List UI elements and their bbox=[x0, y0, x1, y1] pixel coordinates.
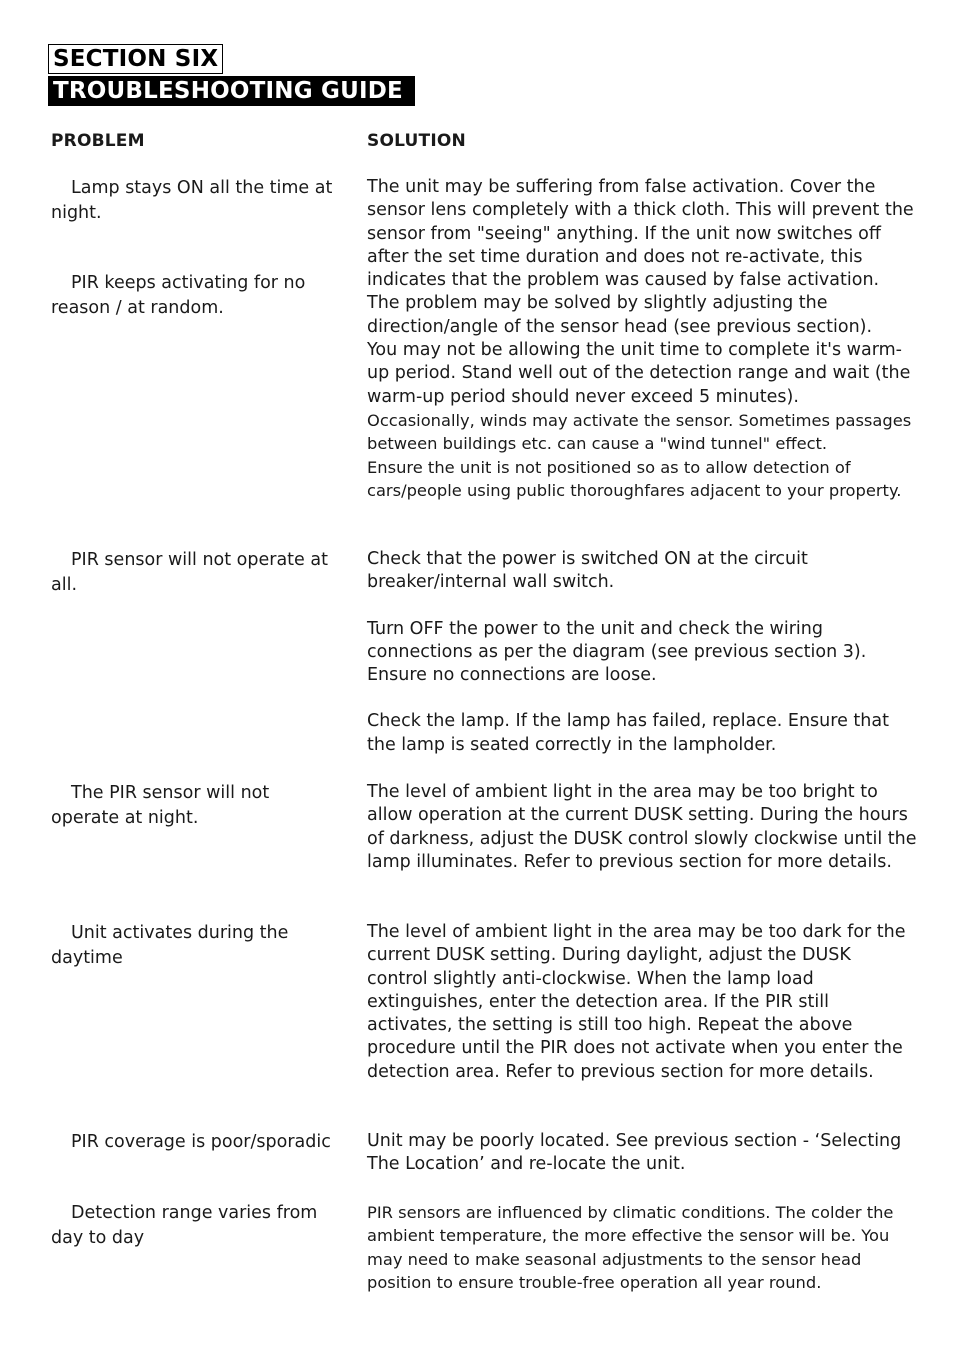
problem-text-secondary: PIR keeps activating for no reason / at random. bbox=[51, 273, 306, 318]
solution-block bbox=[367, 1201, 917, 1294]
problem-text: The PIR sensor will not operate at night. bbox=[51, 783, 270, 828]
solution-text: The level of ambient light in the area may be too dark for the current DUSK setting. During daylight, adjust the DUSK control slightly anti-clockwise. When the lamp load extinguishes, enter the detection area. If the PIR still activates, the setting is still too high. Repeat the above procedure until the PIR does not activate when you enter the detection area. Refer to previous section for more details. bbox=[367, 922, 906, 1082]
solution-text: Check the lamp. If the lamp has failed, replace. Ensure that the lamp is seated correctly in the lampholder. bbox=[367, 711, 889, 755]
section-label: SECTION SIX bbox=[48, 44, 223, 74]
solution-text: Turn OFF the power to the unit and check the wiring connections as per the diagram (see previous section 3). Ensure no connections are loose. bbox=[367, 618, 867, 686]
solution-text: Check that the power is switched ON at the circuit breaker/internal wall switch. bbox=[367, 549, 808, 593]
problem-column-header: PROBLEM bbox=[51, 131, 145, 151]
solution-block bbox=[367, 781, 917, 874]
problem-text: PIR sensor will not operate at all. bbox=[51, 550, 328, 595]
solution-block bbox=[367, 176, 917, 502]
solution-block bbox=[367, 921, 917, 1084]
solution-block bbox=[367, 548, 917, 757]
problem-text: Detection range varies from day to day bbox=[51, 1203, 318, 1248]
solution-block bbox=[367, 1130, 917, 1177]
page-title: TROUBLESHOOTING GUIDE bbox=[48, 76, 415, 106]
solution-text: Unit may be poorly located. See previous section - ‘Selecting The Location’ and re-locate the unit. bbox=[367, 1131, 902, 1175]
problem-text: PIR coverage is poor/sporadic bbox=[71, 1132, 331, 1152]
solution-text: Occasionally, winds may activate the sensor. Sometimes passages between buildings etc. can cause a "wind tunnel" effect. bbox=[367, 410, 912, 454]
problem-text: Unit activates during the daytime bbox=[51, 923, 289, 968]
solution-text: You may not be allowing the unit time to complete it's warm-up period. Stand well out of the detection range and wait (the warm-up period should never exceed 5 minutes). bbox=[367, 340, 911, 407]
solution-text: Ensure the unit is not positioned so as to allow detection of cars/people using public thoroughfares adjacent to your property. bbox=[367, 457, 902, 500]
solution-text: The level of ambient light in the area may be too bright to allow operation at the current DUSK setting. During the hours of darkness, adjust the DUSK control slowly clockwise until the lamp illuminates. Refer to previous section for more details. bbox=[367, 782, 917, 872]
solution-text: PIR sensors are influenced by climatic conditions. The colder the ambient temperature, the more effective the sensor will be. You may need to make seasonal adjustments to the sensor head position to ensure trouble-free operation all year round. bbox=[367, 1203, 894, 1292]
problem-text: Lamp stays ON all the time at night. bbox=[51, 178, 333, 223]
solution-column-header: SOLUTION bbox=[367, 131, 466, 151]
solution-text: The unit may be suffering from false activation. Cover the sensor lens completely with a thick cloth. This will prevent the sensor from "seeing" anything. If the unit now switches off after the set time duration and does not re-activate, this indicates that the problem was caused by false activation. The problem may be solved by slightly adjusting the direction/angle of the sensor head (see previous section). bbox=[367, 177, 914, 337]
